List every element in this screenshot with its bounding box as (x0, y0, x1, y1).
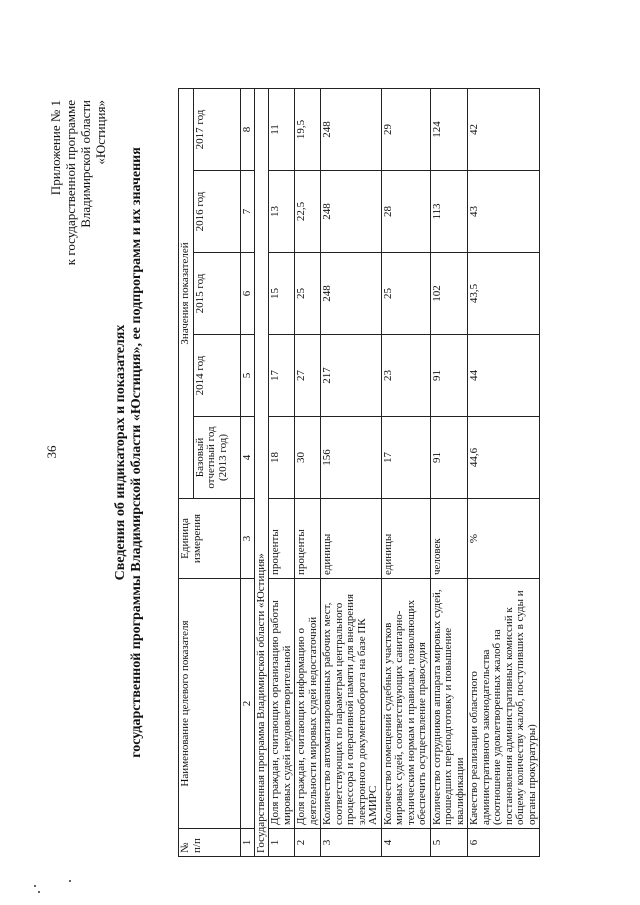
indicator-unit: % (468, 499, 540, 579)
row-number: 2 (295, 829, 321, 857)
column-number: 5 (240, 335, 254, 417)
header-base-year: Базовый отчетный год (2013 год) (193, 417, 240, 499)
value-2015: 248 (321, 253, 382, 335)
indicator-name: Количество помещений судебных участков мировых судей, соответствующих санитарно-техническим нормам и правилам, позволяющих обеспечить осуществление правосудия (381, 579, 430, 829)
appendix-line: Приложение № 1 (48, 100, 63, 196)
column-number: 2 (240, 579, 254, 829)
value-2014: 217 (321, 335, 382, 417)
value-2015: 25 (381, 253, 430, 335)
page-number: 36 (44, 445, 59, 459)
value-base-year: 91 (430, 417, 468, 499)
column-number-row (240, 88, 254, 856)
appendix-line: «Юстиция» (93, 100, 108, 165)
value-base-year: 44,6 (468, 417, 540, 499)
value-2016: 113 (430, 171, 468, 253)
indicator-unit: единицы (381, 499, 430, 579)
header-values-group: Значения показателей (179, 88, 194, 498)
table-row (295, 88, 321, 856)
indicator-name: Доля граждан, считающих организацию работы мировых судей неудовлетворительной (269, 579, 295, 829)
value-2014: 44 (468, 335, 540, 417)
indicator-name: Количество автоматизированных рабочих мест, соответствующих по параметрам центрального процессора и оперативной памяти для внедрения электронного документооборота на базе ПК АМИРС (321, 579, 382, 829)
column-number: 4 (240, 417, 254, 499)
indicator-unit: единицы (321, 499, 382, 579)
row-number: 1 (269, 829, 295, 857)
document-title (113, 0, 145, 905)
column-number: 3 (240, 499, 254, 579)
value-2015: 102 (430, 253, 468, 335)
table-row (269, 88, 295, 856)
document-title-line: государственной программы Владимирской области «Юстиция», ее подпрограмм и их значения (129, 147, 144, 758)
table-row (430, 88, 468, 856)
value-2017: 11 (269, 88, 295, 170)
header-name: Наименование целевого показателя (179, 579, 241, 829)
value-base-year: 30 (295, 417, 321, 499)
appendix-header (48, 100, 108, 265)
value-2014: 91 (430, 335, 468, 417)
row-number: 4 (381, 829, 430, 857)
header-2015: 2015 год (193, 253, 240, 335)
table-row (468, 88, 540, 856)
appendix-line: к государственной программе (63, 100, 78, 266)
value-base-year: 17 (381, 417, 430, 499)
value-2016: 22,5 (295, 171, 321, 253)
column-number: 6 (240, 253, 254, 335)
value-2016: 28 (381, 171, 430, 253)
value-base-year: 156 (321, 417, 382, 499)
row-number: 3 (321, 829, 382, 857)
row-number: 5 (430, 829, 468, 857)
document-title-line: Сведения об индикаторах и показателях (113, 324, 128, 581)
table-row (321, 88, 382, 856)
column-number: 7 (240, 171, 254, 253)
value-2017: 42 (468, 88, 540, 170)
value-2015: 43,5 (468, 253, 540, 335)
indicator-name: Количество сотрудников аппарата мировых судей, прошедших переподготовку и повышение квалификации (430, 579, 468, 829)
indicator-unit: человек (430, 499, 468, 579)
indicator-unit: проценты (269, 499, 295, 579)
value-2014: 27 (295, 335, 321, 417)
value-2016: 13 (269, 171, 295, 253)
header-unit: Единица измерения (179, 499, 241, 579)
section-row (254, 88, 269, 856)
header-2014: 2014 год (193, 335, 240, 417)
value-2014: 17 (269, 335, 295, 417)
value-2016: 43 (468, 171, 540, 253)
value-2015: 25 (295, 253, 321, 335)
indicator-name: Доля граждан, считающих информацию о деятельности мировых судей недостаточной (295, 579, 321, 829)
section-title: Государственная программа Владимирской области «Юстиция» (254, 88, 269, 856)
table-row (381, 88, 430, 856)
value-2015: 15 (269, 253, 295, 335)
appendix-line: Владимирской области (78, 100, 93, 228)
column-number: 8 (240, 88, 254, 170)
value-2017: 19,5 (295, 88, 321, 170)
value-2017: 124 (430, 88, 468, 170)
value-2014: 23 (381, 335, 430, 417)
indicator-unit: проценты (295, 499, 321, 579)
value-2017: 248 (321, 88, 382, 170)
row-number: 6 (468, 829, 540, 857)
indicators-table (178, 88, 540, 857)
column-number: 1 (240, 829, 254, 857)
value-2016: 248 (321, 171, 382, 253)
header-num: № п/п (179, 829, 241, 857)
header-2017: 2017 год (193, 88, 240, 170)
header-2016: 2016 год (193, 171, 240, 253)
value-base-year: 18 (269, 417, 295, 499)
indicator-name: Качество реализации областного административного законодательства (соотношение удовлетворенных жалоб на постановления административных комиссий к общему количеству жалоб, поступивших в суды и органы прокуратуры) (468, 579, 540, 829)
value-2017: 29 (381, 88, 430, 170)
